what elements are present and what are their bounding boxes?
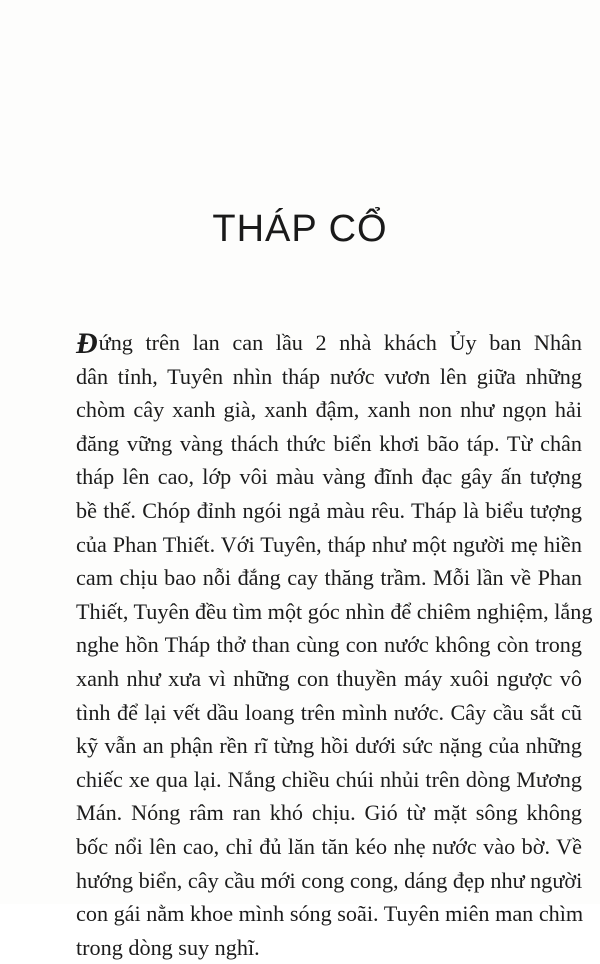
paragraph-line: cam chịu bao nỗi đắng cay thăng trầm. Mỗi lần về Phan: [76, 565, 582, 591]
body-paragraph: [76, 326, 593, 964]
paragraph-line: dân tỉnh, Tuyên nhìn tháp nước vươn lên giữa những: [76, 363, 582, 389]
paragraph-line: đăng vững vàng thách thức biển khơi bão táp. Từ chân: [76, 430, 582, 456]
paragraph-line: bốc nổi lên cao, chỉ đủ lăn tăn kéo nhẹ nước vào bờ. Về: [76, 833, 582, 859]
paragraph-line: kỹ vẫn an phận rền rĩ từng hồi dưới sức nặng của những: [76, 733, 582, 759]
paragraph-line: tháp lên cao, lớp vôi màu vàng đĩnh đạc gây ấn tượng: [76, 464, 582, 490]
paragraph-line: của Phan Thiết. Với Tuyên, tháp như một người mẹ hiền: [76, 531, 582, 557]
paragraph-line: Thiết, Tuyên đều tìm một góc nhìn để chiêm nghiệm, lắng: [76, 598, 593, 624]
paragraph-line: chiếc xe qua lại. Nắng chiều chúi nhủi trên dòng Mương: [76, 766, 582, 792]
paragraph-line: tình để lại vết dầu loang trên mình nước. Cây cầu sắt cũ: [76, 699, 582, 725]
paragraph-line-last: trong dòng suy nghĩ.: [76, 934, 260, 960]
paragraph-line: bề thế. Chóp đỉnh ngói ngả màu rêu. Tháp là biểu tượng: [76, 497, 582, 523]
paragraph-line: nghe hồn Tháp thở than cùng con nước không còn trong: [76, 632, 582, 658]
paragraph-line: hướng biển, cây cầu mới cong cong, dáng đẹp như người: [76, 867, 583, 893]
paragraph-line: Mán. Nóng râm ran khó chịu. Gió từ mặt sông không: [76, 800, 582, 826]
chapter-title: THÁP CỔ: [212, 208, 388, 250]
paragraph-line: chòm cây xanh già, xanh đậm, xanh non như ngọn hải: [76, 397, 582, 423]
paragraph-line: xanh như xưa vì những con thuyền máy xuôi ngược vô: [76, 665, 582, 691]
paragraph-line-first: [76, 326, 582, 360]
drop-cap-letter: Đ: [76, 327, 98, 360]
paragraph-line: con gái nằm khoe mình sóng soãi. Tuyên miên man chìm: [76, 901, 584, 927]
first-line-text: ứng trên lan can lầu 2 nhà khách Ủy ban Nhân: [98, 330, 582, 355]
